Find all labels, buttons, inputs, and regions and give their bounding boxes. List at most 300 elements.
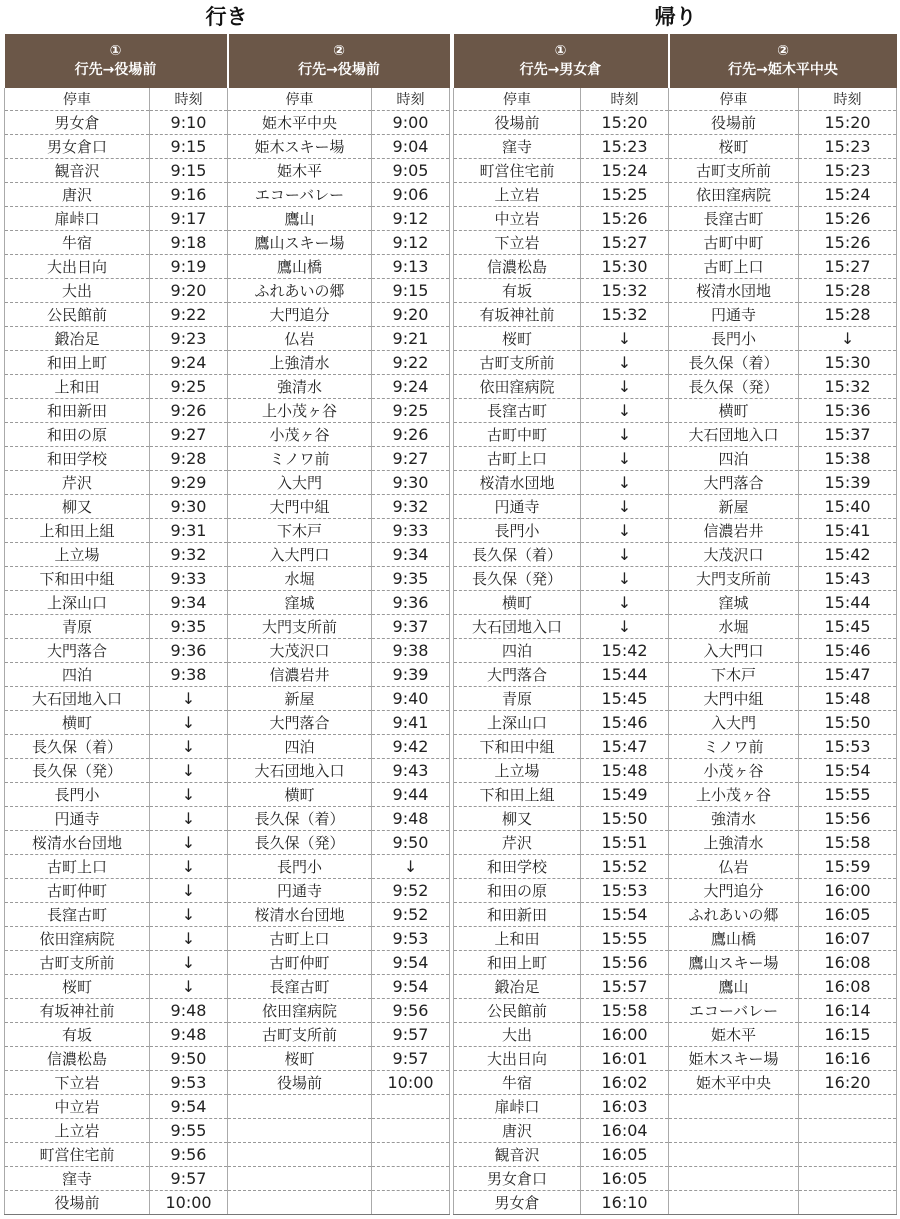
- stop-time: 9:57: [372, 1023, 450, 1047]
- stop-name: 上立場: [454, 759, 581, 783]
- stop-name: 鍛冶足: [454, 975, 581, 999]
- stop-time: 9:28: [150, 447, 228, 471]
- stop-name: 長久保（着）: [228, 807, 372, 831]
- stop-time: ↓: [581, 519, 669, 543]
- stop-name: 大出: [5, 279, 150, 303]
- stop-time: ↓: [581, 447, 669, 471]
- route-destination: 行先→姫木平中央: [728, 62, 838, 78]
- table-row: [5, 423, 450, 447]
- stop-time: 15:39: [799, 471, 897, 495]
- stop-name: 横町: [669, 399, 799, 423]
- stop-time: 15:58: [799, 831, 897, 855]
- stop-time: 15:57: [581, 975, 669, 999]
- stop-time: 16:05: [581, 1143, 669, 1167]
- stop-name: 窪寺: [5, 1167, 150, 1191]
- empty-cell: [799, 1143, 897, 1167]
- stop-name: 上和田上組: [5, 519, 150, 543]
- table-row: [5, 1191, 450, 1215]
- stop-time: 16:15: [799, 1023, 897, 1047]
- stop-name: 扉峠口: [454, 1095, 581, 1119]
- route-header: [454, 34, 669, 88]
- table-row: [454, 159, 897, 183]
- stop-time: 9:22: [372, 351, 450, 375]
- stop-time: 9:04: [372, 135, 450, 159]
- stop-time: 10:00: [150, 1191, 228, 1215]
- stop-time: 9:34: [372, 543, 450, 567]
- stop-name: 古町上口: [5, 855, 150, 879]
- table-row: [454, 447, 897, 471]
- stop-time: 9:23: [150, 327, 228, 351]
- stop-time: 9:29: [150, 471, 228, 495]
- stop-name: 役場前: [5, 1191, 150, 1215]
- table-row: [5, 183, 450, 207]
- stop-time: 15:37: [799, 423, 897, 447]
- stop-time: 15:27: [799, 255, 897, 279]
- stop-name: 大石団地入口: [5, 687, 150, 711]
- stop-name: 長窪古町: [669, 207, 799, 231]
- stop-name: 中立岩: [454, 207, 581, 231]
- stop-name: 小茂ヶ谷: [669, 759, 799, 783]
- stop-time: ↓: [581, 495, 669, 519]
- stop-name: エコーバレー: [669, 999, 799, 1023]
- stop-name: 和田の原: [454, 879, 581, 903]
- stop-name: 入大門: [669, 711, 799, 735]
- empty-cell: [372, 1119, 450, 1143]
- stop-name: 古町支所前: [454, 351, 581, 375]
- stop-time: 15:46: [581, 711, 669, 735]
- table-row: [5, 975, 450, 999]
- stop-name: 和田上町: [454, 951, 581, 975]
- stop-name: 古町支所前: [228, 1023, 372, 1047]
- route-header: [228, 34, 450, 88]
- stop-time: 15:59: [799, 855, 897, 879]
- stop-name: ふれあいの郷: [228, 279, 372, 303]
- stop-name: 桜町: [228, 1047, 372, 1071]
- stop-time: ↓: [799, 327, 897, 351]
- stop-name: 入大門口: [669, 639, 799, 663]
- stop-name: 大石団地入口: [228, 759, 372, 783]
- stop-column-header: 停車: [669, 88, 799, 111]
- table-row: [5, 735, 450, 759]
- stop-name: 上小茂ヶ谷: [228, 399, 372, 423]
- stop-time: 9:50: [150, 1047, 228, 1071]
- stop-time: 9:33: [372, 519, 450, 543]
- stop-time: 9:52: [372, 903, 450, 927]
- stop-time: 9:20: [372, 303, 450, 327]
- stop-name: 男女倉口: [5, 135, 150, 159]
- table-row: [454, 1167, 897, 1191]
- table-row: [454, 351, 897, 375]
- table-row: [454, 927, 897, 951]
- stop-name: 下和田中組: [5, 567, 150, 591]
- stop-time: ↓: [150, 903, 228, 927]
- stop-name: 和田新田: [454, 903, 581, 927]
- stop-name: 長門小: [669, 327, 799, 351]
- stop-time: 15:30: [799, 351, 897, 375]
- stop-time: 9:19: [150, 255, 228, 279]
- stop-time: 15:46: [799, 639, 897, 663]
- stop-name: 四泊: [228, 735, 372, 759]
- stop-name: 入大門: [228, 471, 372, 495]
- table-row: [454, 735, 897, 759]
- stop-name: 和田新田: [5, 399, 150, 423]
- stop-time: 9:48: [150, 1023, 228, 1047]
- stop-time: 9:22: [150, 303, 228, 327]
- stop-name: 円通寺: [228, 879, 372, 903]
- stop-time: ↓: [150, 687, 228, 711]
- stop-name: 長窪古町: [228, 975, 372, 999]
- table-row: [5, 1119, 450, 1143]
- stop-time: 16:00: [581, 1023, 669, 1047]
- stop-time: 16:04: [581, 1119, 669, 1143]
- stop-time: 9:40: [372, 687, 450, 711]
- table-row: [454, 1143, 897, 1167]
- stop-name: 長久保（着）: [5, 735, 150, 759]
- stop-name: 和田学校: [454, 855, 581, 879]
- stop-time: 15:43: [799, 567, 897, 591]
- table-row: [5, 999, 450, 1023]
- table-row: [454, 495, 897, 519]
- stop-time: 16:10: [581, 1191, 669, 1215]
- stop-time: 15:24: [799, 183, 897, 207]
- stop-name: 大出日向: [5, 255, 150, 279]
- stop-name: 水堀: [228, 567, 372, 591]
- stop-time: ↓: [150, 831, 228, 855]
- stop-name: 四泊: [454, 639, 581, 663]
- table-row: [5, 1167, 450, 1191]
- table-row: [5, 447, 450, 471]
- stop-time: 16:05: [581, 1167, 669, 1191]
- stop-time: ↓: [150, 879, 228, 903]
- stop-name: 上強清水: [669, 831, 799, 855]
- stop-name: 仏岩: [669, 855, 799, 879]
- stop-time: 9:35: [150, 615, 228, 639]
- empty-cell: [228, 1095, 372, 1119]
- stop-time: 16:16: [799, 1047, 897, 1071]
- stop-name: 下和田上組: [454, 783, 581, 807]
- stop-time: 10:00: [372, 1071, 450, 1095]
- stop-time: 9:50: [372, 831, 450, 855]
- table-row: [5, 351, 450, 375]
- stop-name: 円通寺: [669, 303, 799, 327]
- table-row: [5, 927, 450, 951]
- table-row: [5, 1095, 450, 1119]
- stop-time: ↓: [581, 423, 669, 447]
- stop-time: 9:56: [150, 1143, 228, 1167]
- stop-name: 大門中組: [669, 687, 799, 711]
- stop-time: 15:28: [799, 303, 897, 327]
- stop-time: 15:23: [799, 159, 897, 183]
- stop-name: 唐沢: [454, 1119, 581, 1143]
- stop-time: 9:35: [372, 567, 450, 591]
- stop-time: 9:05: [372, 159, 450, 183]
- table-row: [5, 327, 450, 351]
- stop-time: 9:53: [150, 1071, 228, 1095]
- stop-name: 桜清水台団地: [228, 903, 372, 927]
- route-destination: 行先→役場前: [298, 62, 380, 78]
- stop-name: ミノワ前: [228, 447, 372, 471]
- stop-name: 窪城: [669, 591, 799, 615]
- table-row: [5, 807, 450, 831]
- stop-time: ↓: [581, 351, 669, 375]
- stop-name: 鍛冶足: [5, 327, 150, 351]
- route-header: [669, 34, 897, 88]
- table-row: [5, 111, 450, 135]
- stop-name: 上立岩: [454, 183, 581, 207]
- stop-name: 大門追分: [669, 879, 799, 903]
- stop-time: 15:27: [581, 231, 669, 255]
- stop-column-header: 停車: [454, 88, 581, 111]
- stop-time: 15:24: [581, 159, 669, 183]
- stop-name: 窪寺: [454, 135, 581, 159]
- stop-name: 青原: [454, 687, 581, 711]
- table-row: [454, 327, 897, 351]
- stop-name: 桜町: [454, 327, 581, 351]
- stop-name: 上立岩: [5, 1119, 150, 1143]
- stop-time: 15:23: [581, 135, 669, 159]
- empty-cell: [372, 1191, 450, 1215]
- stop-time: 15:30: [581, 255, 669, 279]
- stop-name: 大茂沢口: [669, 543, 799, 567]
- outbound-timetable: [4, 34, 450, 1215]
- empty-cell: [799, 1167, 897, 1191]
- stop-name: 唐沢: [5, 183, 150, 207]
- table-row: [5, 951, 450, 975]
- table-row: [454, 111, 897, 135]
- return-title: 帰り: [654, 5, 697, 29]
- stop-name: 依田窪病院: [228, 999, 372, 1023]
- stop-name: 桜町: [669, 135, 799, 159]
- table-row: [5, 135, 450, 159]
- stop-name: 観音沢: [5, 159, 150, 183]
- stop-name: 姫木平: [669, 1023, 799, 1047]
- table-row: [5, 207, 450, 231]
- stop-time: 15:32: [581, 279, 669, 303]
- stop-name: 有坂: [5, 1023, 150, 1047]
- stop-name: 男女倉口: [454, 1167, 581, 1191]
- stop-time: 9:17: [150, 207, 228, 231]
- stop-name: 役場前: [454, 111, 581, 135]
- stop-name: 上小茂ヶ谷: [669, 783, 799, 807]
- stop-time: 9:30: [150, 495, 228, 519]
- stop-name: 古町上口: [454, 447, 581, 471]
- stop-time: 15:44: [581, 663, 669, 687]
- empty-cell: [228, 1191, 372, 1215]
- table-row: [5, 255, 450, 279]
- stop-name: 信濃岩井: [228, 663, 372, 687]
- stop-time: 15:41: [799, 519, 897, 543]
- stop-name: 姫木スキー場: [228, 135, 372, 159]
- table-row: [454, 759, 897, 783]
- empty-cell: [669, 1119, 799, 1143]
- table-row: [5, 399, 450, 423]
- stop-time: ↓: [581, 543, 669, 567]
- stop-name: 青原: [5, 615, 150, 639]
- table-row: [454, 303, 897, 327]
- stop-name: 信濃岩井: [669, 519, 799, 543]
- empty-cell: [228, 1119, 372, 1143]
- stop-time: 15:40: [799, 495, 897, 519]
- empty-cell: [372, 1143, 450, 1167]
- table-row: [5, 1047, 450, 1071]
- stop-name: 大門落合: [228, 711, 372, 735]
- stop-time: 15:36: [799, 399, 897, 423]
- stop-time: 16:00: [799, 879, 897, 903]
- stop-column-header: 停車: [5, 88, 150, 111]
- stop-time: 16:14: [799, 999, 897, 1023]
- stop-name: 依田窪病院: [669, 183, 799, 207]
- table-row: [454, 831, 897, 855]
- stop-time: 9:10: [150, 111, 228, 135]
- stop-time: 9:38: [150, 663, 228, 687]
- stop-name: 桜清水団地: [454, 471, 581, 495]
- stop-name: 古町中町: [454, 423, 581, 447]
- table-row: [454, 1095, 897, 1119]
- stop-name: 入大門口: [228, 543, 372, 567]
- table-row: [454, 615, 897, 639]
- table-row: [5, 711, 450, 735]
- stop-name: 古町支所前: [5, 951, 150, 975]
- stop-time: 9:24: [372, 375, 450, 399]
- stop-time: 15:49: [581, 783, 669, 807]
- table-row: [5, 519, 450, 543]
- stop-time: ↓: [150, 759, 228, 783]
- stop-time: 9:26: [150, 399, 228, 423]
- stop-time: ↓: [372, 855, 450, 879]
- table-row: [454, 231, 897, 255]
- stop-name: 大石団地入口: [454, 615, 581, 639]
- route-number: ①: [109, 43, 122, 59]
- stop-time: 9:25: [150, 375, 228, 399]
- stop-time: 9:15: [150, 135, 228, 159]
- stop-time: 16:08: [799, 951, 897, 975]
- stop-name: 依田窪病院: [454, 375, 581, 399]
- stop-name: 長門小: [454, 519, 581, 543]
- stop-time: 9:15: [372, 279, 450, 303]
- stop-time: 15:45: [581, 687, 669, 711]
- table-row: [5, 303, 450, 327]
- stop-name: 水堀: [669, 615, 799, 639]
- stop-time: 9:06: [372, 183, 450, 207]
- stop-time: 15:48: [799, 687, 897, 711]
- table-row: [454, 807, 897, 831]
- stop-time: 15:55: [581, 927, 669, 951]
- stop-time: 15:23: [799, 135, 897, 159]
- table-row: [454, 279, 897, 303]
- stop-name: 上強清水: [228, 351, 372, 375]
- empty-cell: [669, 1143, 799, 1167]
- table-row: [454, 975, 897, 999]
- table-row: [5, 471, 450, 495]
- table-row: [454, 1023, 897, 1047]
- empty-cell: [799, 1095, 897, 1119]
- stop-name: 下木戸: [228, 519, 372, 543]
- stop-name: 有坂神社前: [454, 303, 581, 327]
- stop-time: 9:39: [372, 663, 450, 687]
- table-row: [454, 903, 897, 927]
- stop-name: 古町支所前: [669, 159, 799, 183]
- stop-name: 上和田: [454, 927, 581, 951]
- stop-time: 9:36: [372, 591, 450, 615]
- stop-name: 信濃松島: [454, 255, 581, 279]
- stop-name: 新屋: [228, 687, 372, 711]
- table-row: [5, 567, 450, 591]
- table-row: [5, 903, 450, 927]
- stop-name: 鷹山: [228, 207, 372, 231]
- stop-time: 16:03: [581, 1095, 669, 1119]
- table-row: [454, 711, 897, 735]
- stop-time: 9:54: [372, 975, 450, 999]
- stop-time: 15:20: [581, 111, 669, 135]
- table-row: [5, 855, 450, 879]
- stop-time: 15:42: [581, 639, 669, 663]
- stop-name: 公民館前: [5, 303, 150, 327]
- table-row: [454, 183, 897, 207]
- stop-time: 9:20: [150, 279, 228, 303]
- stop-time: 15:58: [581, 999, 669, 1023]
- empty-cell: [372, 1167, 450, 1191]
- stop-name: 円通寺: [454, 495, 581, 519]
- table-row: [454, 951, 897, 975]
- stop-name: 和田の原: [5, 423, 150, 447]
- stop-name: 小茂ヶ谷: [228, 423, 372, 447]
- return-timetable: [453, 34, 897, 1215]
- stop-name: 円通寺: [5, 807, 150, 831]
- stop-name: 桜清水台団地: [5, 831, 150, 855]
- table-row: [454, 639, 897, 663]
- table-row: [454, 399, 897, 423]
- stop-time: 9:37: [372, 615, 450, 639]
- table-row: [5, 783, 450, 807]
- stop-name: 大門中組: [228, 495, 372, 519]
- route-number: ②: [333, 43, 345, 59]
- stop-time: 9:32: [372, 495, 450, 519]
- stop-time: 15:44: [799, 591, 897, 615]
- stop-name: 大門追分: [228, 303, 372, 327]
- table-row: [5, 879, 450, 903]
- table-row: [454, 471, 897, 495]
- stop-name: 長窪古町: [454, 399, 581, 423]
- stop-name: 役場前: [228, 1071, 372, 1095]
- stop-time: 9:56: [372, 999, 450, 1023]
- stop-name: 信濃松島: [5, 1047, 150, 1071]
- stop-name: 長久保（発）: [5, 759, 150, 783]
- stop-name: 長門小: [5, 783, 150, 807]
- table-row: [5, 231, 450, 255]
- table-row: [5, 639, 450, 663]
- stop-time: 9:32: [150, 543, 228, 567]
- stop-time: ↓: [150, 783, 228, 807]
- table-row: [5, 591, 450, 615]
- time-column-header: 時刻: [799, 88, 897, 111]
- table-row: [5, 375, 450, 399]
- stop-name: 大門落合: [5, 639, 150, 663]
- stop-time: 9:52: [372, 879, 450, 903]
- stop-name: 鷹山橋: [228, 255, 372, 279]
- stop-time: 15:50: [581, 807, 669, 831]
- stop-time: 15:45: [799, 615, 897, 639]
- stop-time: 15:47: [581, 735, 669, 759]
- stop-time: 9:16: [150, 183, 228, 207]
- route-number: ①: [554, 43, 567, 59]
- table-row: [5, 495, 450, 519]
- table-row: [454, 423, 897, 447]
- stop-name: 桜清水団地: [669, 279, 799, 303]
- time-column-header: 時刻: [581, 88, 669, 111]
- stop-name: 鷹山スキー場: [228, 231, 372, 255]
- stop-name: 牛宿: [454, 1071, 581, 1095]
- empty-cell: [669, 1095, 799, 1119]
